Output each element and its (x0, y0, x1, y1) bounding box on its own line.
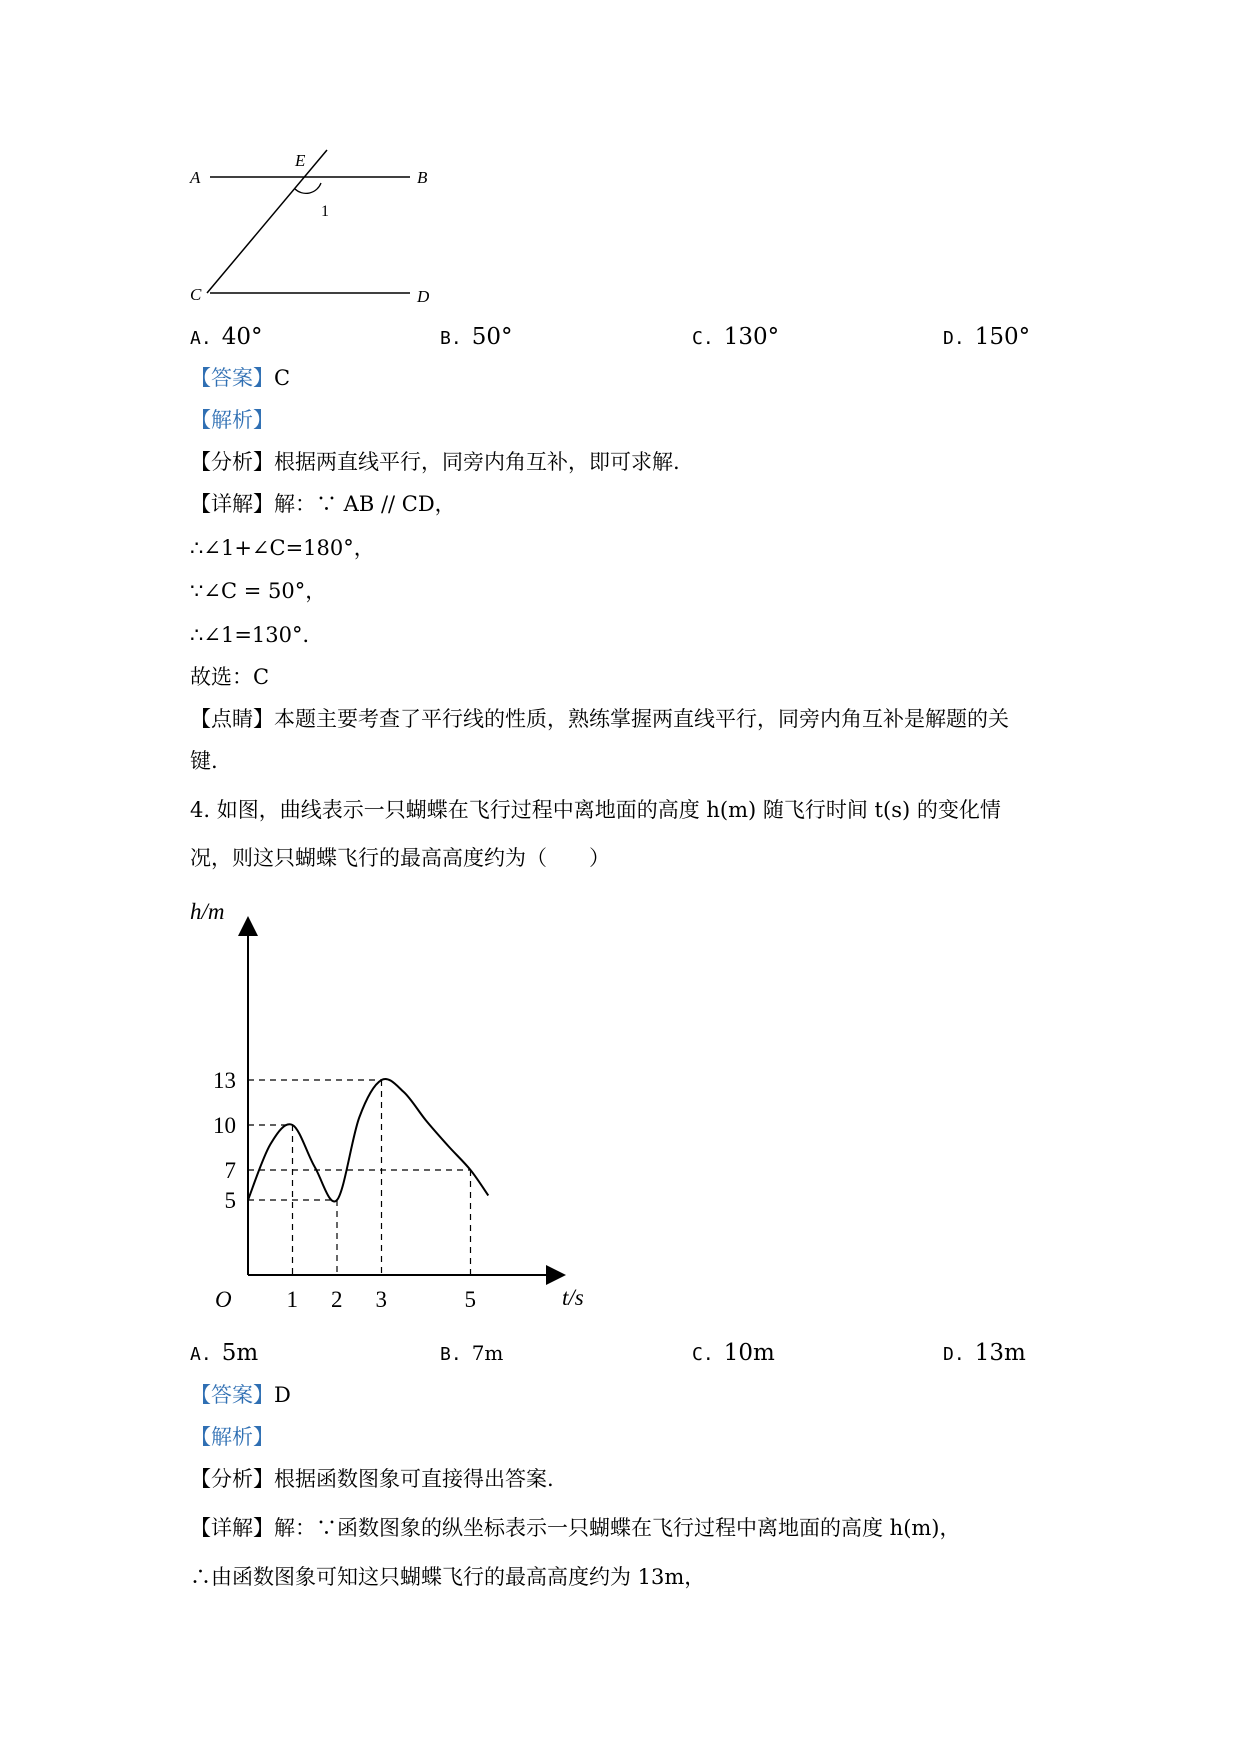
label-c: C (190, 285, 202, 304)
label-a: A (190, 168, 201, 187)
q4-option-b[interactable]: B. 7m (440, 1341, 504, 1365)
parallel-lines-figure (185, 145, 445, 305)
transversal-ce (207, 150, 327, 293)
x-tick-label-3: 5 (464, 1287, 476, 1312)
q3-option-d[interactable]: D. 150° (943, 324, 1031, 350)
q4-stem-line-2: 况，则这只蝴蝶飞行的最高高度约为（ ） (190, 846, 610, 870)
q4-answer: 【答案】D (190, 1383, 291, 1407)
y-tick-label-3: 13 (213, 1068, 236, 1093)
y-axis-label: h/m (190, 899, 225, 924)
q3-fenxi: 【分析】根据两直线平行，同旁内角互补，即可求解. (190, 450, 680, 474)
x-axis-label: t/s (562, 1285, 584, 1310)
x-tick-label-2: 3 (375, 1287, 387, 1312)
y-tick-label-2: 10 (213, 1113, 236, 1138)
q4-analysis-heading: 【解析】 (190, 1425, 274, 1449)
q4-step-1: ∴由函数图象可知这只蝴蝶飞行的最高高度约为 13m， (190, 1565, 706, 1589)
origin-label: O (215, 1287, 232, 1312)
q3-step-2: ∵∠C = 50°， (190, 579, 327, 603)
y-tick-label-1: 7 (224, 1158, 236, 1183)
q4-stem-line-1: 4. 如图，曲线表示一只蝴蝶在飞行过程中离地面的高度 h(m) 随飞行时间 t(s) 的变化情 (190, 798, 1001, 822)
q3-option-b[interactable]: B. 50° (440, 324, 513, 350)
q4-option-c[interactable]: C. 10m (692, 1340, 775, 1366)
q4-option-a[interactable]: A. 5m (190, 1340, 259, 1366)
q4-option-d[interactable]: D. 13m (943, 1340, 1026, 1366)
label-angle-1: 1 (321, 203, 329, 220)
q3-option-a[interactable]: A. 40° (190, 324, 263, 350)
x-tick-label-0: 1 (286, 1287, 298, 1312)
q3-analysis-heading: 【解析】 (190, 408, 274, 432)
q3-step-1: ∴∠1+∠C=180°， (190, 536, 375, 560)
q4-xiangjie: 【详解】解：∵函数图象的纵坐标表示一只蝴蝶在飞行过程中离地面的高度 h(m)， (190, 1516, 961, 1540)
label-b: B (417, 168, 428, 187)
q3-option-c[interactable]: C. 130° (692, 324, 780, 350)
q3-step-3: ∴∠1=130°． (190, 623, 324, 647)
x-tick-label-1: 2 (331, 1287, 343, 1312)
y-tick-label-0: 5 (224, 1188, 236, 1213)
q3-dianjing: 【点睛】本题主要考查了平行线的性质，熟练掌握两直线平行，同旁内角互补是解题的关 (190, 707, 1009, 731)
label-d: D (417, 287, 430, 305)
q4-fenxi: 【分析】根据函数图象可直接得出答案. (190, 1467, 554, 1491)
q3-choice: 故选：C (190, 665, 270, 689)
label-e: E (295, 151, 306, 170)
q3-dianjing-cont: 键. (190, 749, 218, 773)
height-curve (248, 1079, 488, 1202)
q3-xiangjie: 【详解】解：∵ AB // CD， (190, 492, 456, 516)
butterfly-height-chart (170, 895, 610, 1335)
q3-answer: 【答案】C (190, 366, 291, 390)
